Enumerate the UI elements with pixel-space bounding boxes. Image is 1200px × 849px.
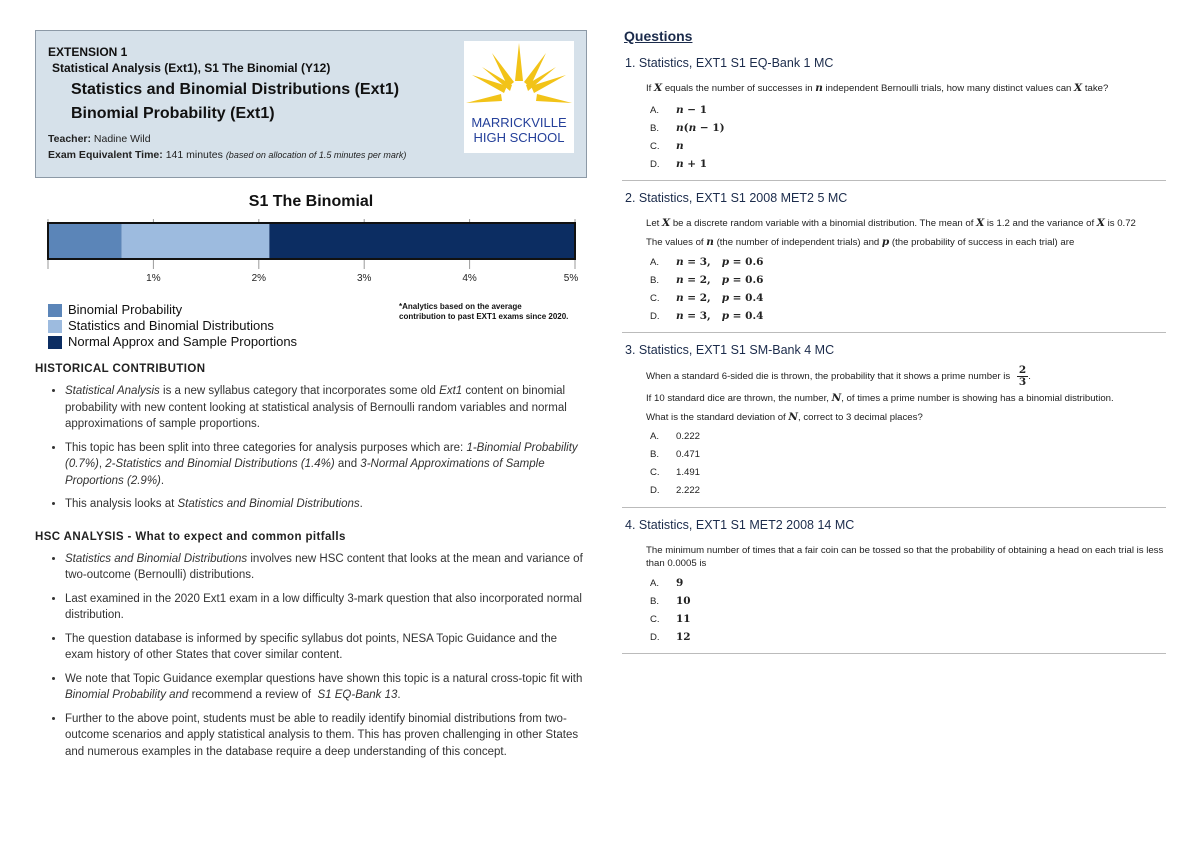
historical-title: HISTORICAL CONTRIBUTION [35,363,206,375]
list-item: • Further to the above point, students must be able to readily identify binomial distributions from two-outcome scenarios and apply statistical analysis to them. This has proven challenging in other States and numerous examples in the database require a deep understanding of this concept. [65,711,587,761]
questions-heading: Questions [624,28,693,44]
question-title: 4. Statistics, EXT1 S1 MET2 2008 14 MC [625,518,855,532]
historical-list [35,383,587,513]
question-2 [622,191,1166,333]
legend-item-binomial [48,302,182,317]
extension-label: EXTENSION 1 [48,45,128,59]
time-value: 141 minutes [165,149,223,161]
option-a: A. n = 3, p = 0.6 [650,256,764,268]
option-a: A. n − 1 [650,104,708,116]
school-logo [464,41,574,153]
left-column [35,30,587,767]
option-a: A. 9 [650,577,684,589]
legend-label: Statistics and Binomial Distributions [68,318,274,333]
bar-segment-2 [122,223,270,259]
list-item: • Statistics and Binomial Distributions involves new HSC content that looks at the mean and variance of two-outcome (Bernoulli) distributions. [65,551,587,584]
chart-area [35,219,587,359]
question-4 [622,518,1166,654]
legend-swatch [48,304,62,317]
question-text: Let X be a discrete random variable with a binomial distribution. The mean of X is 1.2 and the variance of X is 0.72 [646,217,1136,229]
x-tick-label: 3% [356,273,372,284]
option-d: D. 2.222 [650,485,701,496]
question-text-3: What is the standard deviation of N, correct to 3 decimal places? [646,411,923,423]
chart-note: *Analytics based on the average contribution to past EXT1 exams since 2020. [399,302,569,321]
x-tick-label: 5% [563,273,579,284]
option-b: B. 0.471 [650,449,701,460]
list-item: • This topic has been split into three categories for analysis purposes which are: 1-Binomial Probability (0.7%), 2-Statistics and Binomial Distributions (1.4%) and 3-Normal Approximations of Sample Proportions (2.9%). [65,440,587,490]
fraction: $\frac{2}{3}$ [1018,364,1027,388]
stacked-bar-chart [35,219,587,299]
hsc-list [35,551,587,761]
question-text-2: The values of n (the number of independent trials) and p (the probability of success in each trial) are [646,236,1075,248]
option-c: C. 11 [650,613,691,625]
question-3 [622,343,1166,508]
option-c: C. 1.491 [650,467,701,478]
x-tick-label: 4% [462,273,477,284]
options [650,428,1166,500]
bar-segment-3 [269,223,575,259]
option-d: D. n + 1 [650,158,708,170]
list-item: • This analysis looks at Statistics and Binomial Distributions. [65,496,587,513]
logo-text-1: MARRICKVILLE [471,115,567,130]
question-text: If X equals the number of successes in n independent Bernoulli trials, how many distinct values can X take? [646,82,1109,94]
legend-swatch [48,336,62,349]
course-subtitle: Statistical Analysis (Ext1), S1 The Binomial (Y12) [52,61,331,75]
options [650,574,1166,646]
topic-title: Statistics and Binomial Distributions (Ext1) [71,81,400,98]
question-title: 3. Statistics, EXT1 S1 SM-Bank 4 MC [625,343,835,357]
question-title: 1. Statistics, EXT1 S1 EQ-Bank 1 MC [625,56,834,70]
question-1 [622,56,1166,181]
list-item: • Statistical Analysis is a new syllabus category that incorporates some old Ext1 content on binomial probability with new content looking at statistical analysis of Bernoulli random variables and normal approximations of sample proportions. [65,383,587,433]
hsc-title: HSC ANALYSIS - What to expect and common pitfalls [35,530,346,543]
options [650,101,1166,173]
list-item: • The question database is informed by specific syllabus dot points, NESA Topic Guidance and the exam history of other States that cover similar content. [65,631,587,664]
subtopic-title: Binomial Probability (Ext1) [71,105,275,122]
x-tick-label: 1% [146,273,161,284]
legend-label: Normal Approx and Sample Proportions [68,334,298,349]
option-b: B. n(n − 1) [650,122,725,134]
teacher-label: Teacher: [48,133,91,145]
teacher-name: Nadine Wild [93,133,151,145]
option-c: C. n [650,140,684,152]
question-text: When a standard 6-sided die is thrown, the probability that it shows a prime number is $\frac{2}{3}$ . [646,364,1031,388]
option-a: A. 0.222 [650,431,701,442]
option-d: D. n = 3, p = 0.4 [650,310,764,322]
options [650,253,1166,325]
legend-item-statistics [48,318,274,333]
questions-column [622,28,1166,654]
legend-swatch [48,320,62,333]
legend-label: Binomial Probability [68,302,183,317]
question-text-2: If 10 standard dice are thrown, the number, N, of times a prime number is showing has a binomial distribution. [646,392,1114,404]
sunburst-logo-icon [464,41,574,153]
legend-item-normal [48,334,297,349]
bar-segment-1 [48,223,122,259]
option-c: C. n = 2, p = 0.4 [650,292,764,304]
list-item: • Last examined in the 2020 Ext1 exam in a low difficulty 3-mark question that also incorporated normal distribution. [65,591,587,624]
question-title: 2. Statistics, EXT1 S1 2008 MET2 5 MC [625,191,848,205]
option-d: D. 12 [650,631,691,643]
time-label: Exam Equivalent Time: [48,149,163,161]
header-box [35,30,587,178]
time-note: (based on allocation of 1.5 minutes per mark) [225,150,407,160]
chart-title: S1 The Binomial [248,193,374,210]
list-item: • We note that Topic Guidance exemplar questions have shown this topic is a natural cross-topic fit with Binomial Probability and recommend a review of S1 EQ-Bank 13. [65,671,587,704]
question-text: The minimum number of times that a fair coin can be tossed so that the probability of obtaining a head on each trial is less than 0.0005 is [646,545,1164,569]
option-b: B. n = 2, p = 0.6 [650,274,764,286]
x-tick-label: 2% [251,273,267,284]
logo-text-2: HIGH SCHOOL [473,130,565,145]
option-b: B. 10 [650,595,691,607]
